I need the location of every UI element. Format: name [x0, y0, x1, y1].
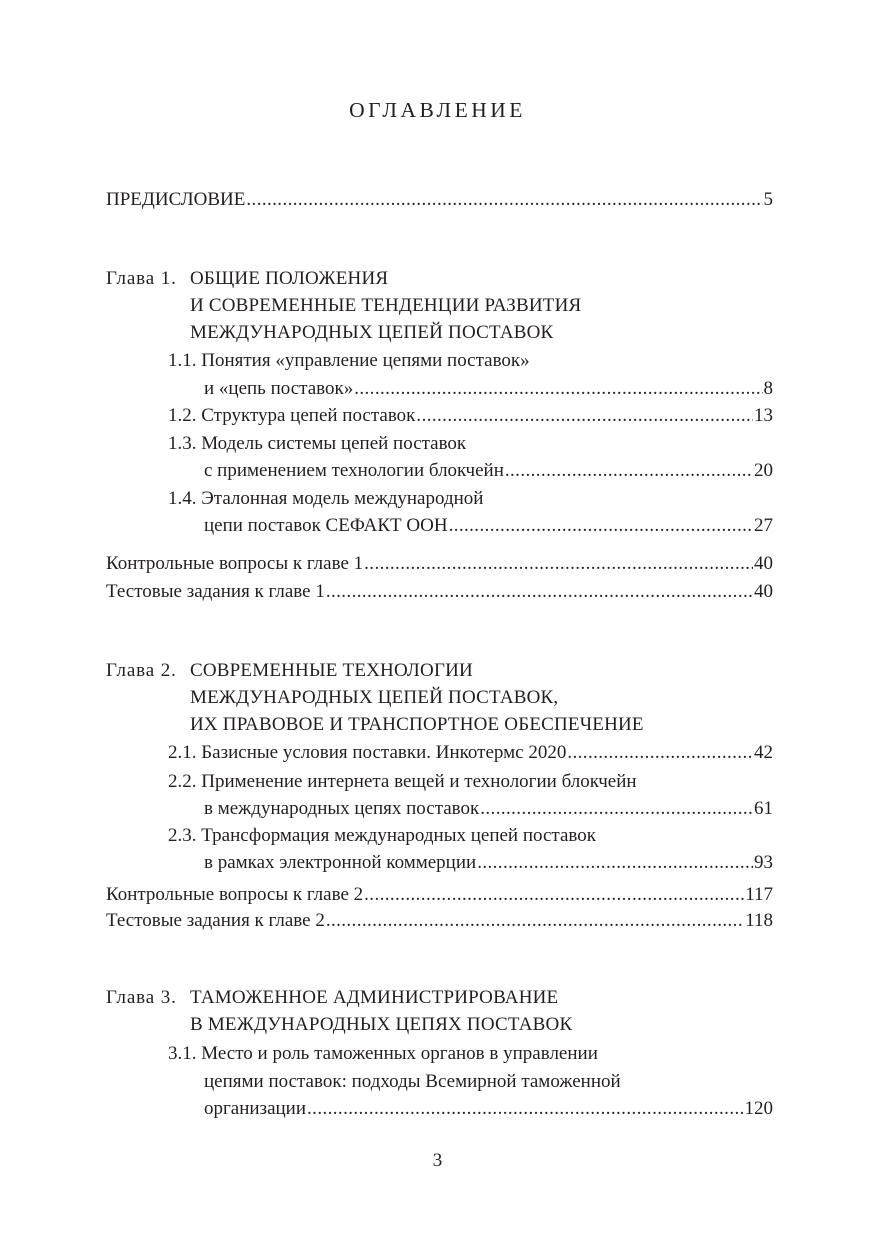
- section-title-line: цепями поставок: подходы Всемирной таможенной: [204, 1071, 621, 1092]
- toc-section-1-2[interactable]: [168, 403, 773, 429]
- section-title-line: Структура цепей поставок: [201, 405, 416, 426]
- toc-section-2-3[interactable]: [168, 823, 596, 849]
- toc-entry-title: Тестовые задания к главе 2: [106, 910, 325, 931]
- dot-leader: [326, 579, 753, 605]
- section-title-line: в международных цепях поставок: [204, 798, 480, 819]
- section-number: 1.1.: [168, 350, 197, 371]
- toc-heading: ОГЛАВЛЕНИЕ: [349, 98, 526, 122]
- dot-leader: [354, 376, 762, 402]
- toc-entry-page: 27: [754, 515, 773, 536]
- toc-entry-page: 8: [763, 378, 773, 399]
- section-number: 1.2.: [168, 405, 197, 426]
- dot-leader: [567, 740, 753, 766]
- section-title-line: организации: [204, 1098, 307, 1119]
- toc-section-1-1-cont[interactable]: [204, 376, 773, 402]
- section-number: 1.3.: [168, 433, 197, 454]
- toc-entry-page: 5: [763, 189, 773, 210]
- toc-section-2-2-cont[interactable]: [204, 796, 773, 822]
- chapter-title-line: В МЕЖДУНАРОДНЫХ ЦЕПЯХ ПОСТАВОК: [190, 1014, 573, 1035]
- chapter-label: Глава 3.: [106, 987, 177, 1008]
- toc-entry-questions-2[interactable]: [106, 882, 773, 908]
- chapter-2-heading[interactable]: [106, 658, 473, 684]
- chapter-title-line: МЕЖДУНАРОДНЫХ ЦЕПЕЙ ПОСТАВОК,: [190, 687, 559, 708]
- dot-leader: [477, 850, 753, 876]
- dot-leader: [364, 882, 744, 908]
- section-number: 1.4.: [168, 488, 197, 509]
- toc-section-1-3-cont[interactable]: [204, 458, 773, 484]
- dot-leader: [449, 513, 753, 539]
- toc-entry-page: 61: [754, 798, 773, 819]
- section-title-line: Эталонная модель международной: [201, 488, 484, 509]
- section-title-line: Понятия «управление цепями поставок»: [201, 350, 530, 371]
- toc-section-2-1[interactable]: [168, 740, 773, 766]
- section-title-line: Трансформация международных цепей поставок: [201, 825, 596, 846]
- section-number: 2.1.: [168, 742, 197, 763]
- toc-entry-title: ПРЕДИСЛОВИЕ: [106, 189, 246, 210]
- chapter-title-line: СОВРЕМЕННЫЕ ТЕХНОЛОГИИ: [190, 660, 473, 681]
- section-title-line: Базисные условия поставки. Инкотермс 2020: [201, 742, 567, 763]
- toc-entry-page: 93: [754, 852, 773, 873]
- section-title-line: Применение интернета вещей и технологии блокчейн: [201, 771, 637, 792]
- chapter-title-line: ОБЩИЕ ПОЛОЖЕНИЯ: [190, 268, 389, 289]
- chapter-title-line: ТАМОЖЕННОЕ АДМИНИСТРИРОВАНИЕ: [190, 987, 559, 1008]
- toc-entry-preface[interactable]: [106, 187, 773, 213]
- section-number: 2.3.: [168, 825, 197, 846]
- dot-leader: [505, 458, 753, 484]
- toc-entry-title: Контрольные вопросы к главе 2: [106, 884, 364, 905]
- toc-entry-page: 40: [754, 581, 773, 602]
- dot-leader: [246, 187, 762, 213]
- toc-entry-page: 118: [745, 910, 773, 931]
- section-title-line: с применением технологии блокчейн: [204, 460, 504, 481]
- toc-entry-tests-2[interactable]: [106, 908, 773, 934]
- chapter-title-line: МЕЖДУНАРОДНЫХ ЦЕПЕЙ ПОСТАВОК: [190, 322, 554, 343]
- toc-section-2-3-cont[interactable]: [204, 850, 773, 876]
- toc-section-2-2[interactable]: [168, 769, 637, 795]
- toc-section-3-1[interactable]: [168, 1041, 598, 1067]
- chapter-title-line: И СОВРЕМЕННЫЕ ТЕНДЕНЦИИ РАЗВИТИЯ: [190, 295, 582, 316]
- toc-section-3-1-cont[interactable]: [204, 1096, 773, 1122]
- toc-entry-title: Тестовые задания к главе 1: [106, 581, 325, 602]
- chapter-1-heading[interactable]: [106, 266, 388, 292]
- toc-section-1-1[interactable]: [168, 348, 530, 374]
- dot-leader: [416, 403, 753, 429]
- toc-entry-title: Контрольные вопросы к главе 1: [106, 553, 364, 574]
- chapter-label: Глава 1.: [106, 268, 177, 289]
- section-number: 2.2.: [168, 771, 197, 792]
- toc-entry-page: 13: [754, 405, 773, 426]
- toc-section-1-4-cont[interactable]: [204, 513, 773, 539]
- section-title-line: и «цепь поставок»: [204, 378, 354, 399]
- toc-entry-tests-1[interactable]: [106, 579, 773, 605]
- chapter-title-line: ИХ ПРАВОВОЕ И ТРАНСПОРТНОЕ ОБЕСПЕЧЕНИЕ: [190, 714, 644, 735]
- toc-entry-page: 40: [754, 553, 773, 574]
- dot-leader: [364, 551, 753, 577]
- section-title-line: Место и роль таможенных органов в управлении: [201, 1043, 598, 1064]
- toc-section-1-4[interactable]: [168, 486, 483, 512]
- toc-entry-page: 20: [754, 460, 773, 481]
- section-title-line: цепи поставок СЕФАКТ ООН: [204, 515, 448, 536]
- section-title-line: Модель системы цепей поставок: [201, 433, 467, 454]
- toc-entry-page: 42: [754, 742, 773, 763]
- dot-leader: [480, 796, 753, 822]
- chapter-3-heading[interactable]: [106, 985, 558, 1011]
- toc-entry-page: 120: [744, 1098, 773, 1119]
- dot-leader: [326, 908, 744, 934]
- toc-entry-questions-1[interactable]: [106, 551, 773, 577]
- chapter-label: Глава 2.: [106, 660, 177, 681]
- dot-leader: [307, 1096, 743, 1122]
- page-number: 3: [432, 1150, 443, 1171]
- section-number: 3.1.: [168, 1043, 197, 1064]
- section-title-line: в рамках электронной коммерции: [204, 852, 477, 873]
- toc-entry-page: 117: [745, 884, 773, 905]
- toc-section-1-3[interactable]: [168, 431, 466, 457]
